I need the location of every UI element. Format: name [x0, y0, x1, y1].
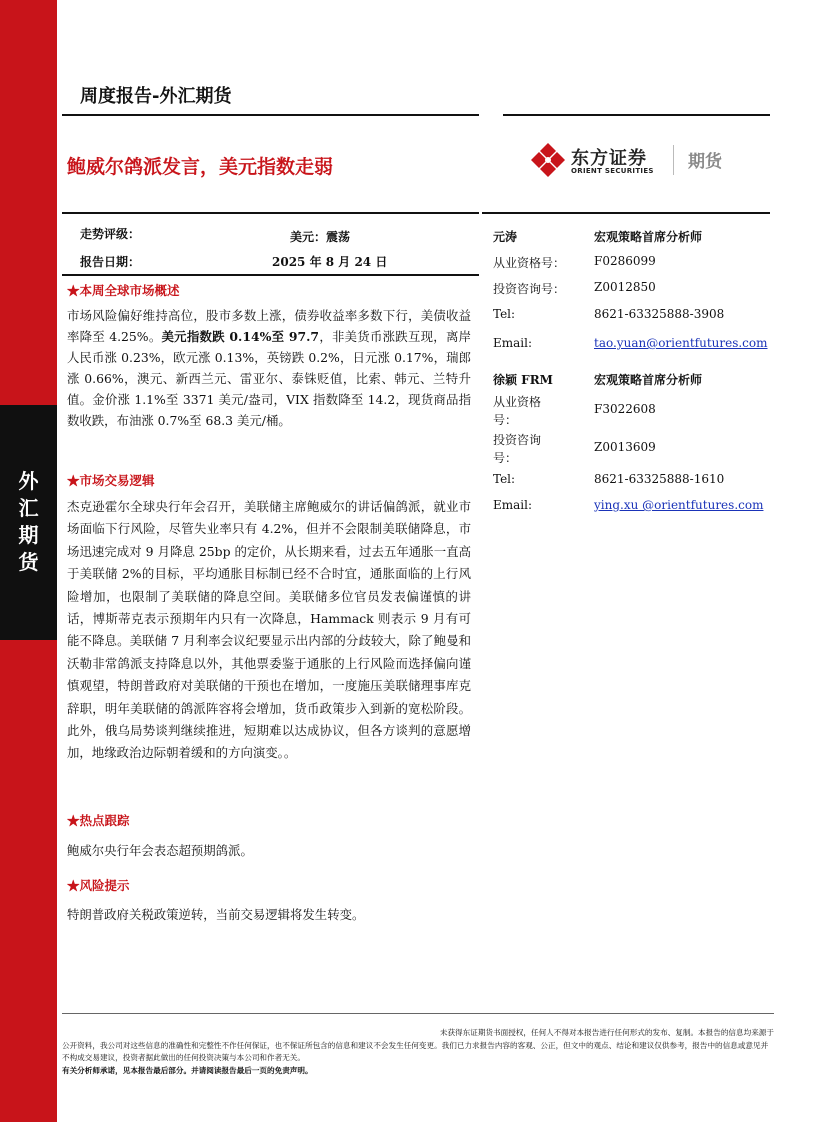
analyst-2-tel-label: Tel:	[493, 472, 516, 486]
section-heading-logic: ★市场交易逻辑	[67, 473, 155, 488]
analyst-1-title: 宏观策略首席分析师	[594, 230, 703, 244]
sidebar-category-label: 外 汇 期 货	[18, 469, 39, 574]
logo-divider	[673, 145, 674, 175]
analyst-2-email-link[interactable]: ying.xu @orientfutures.com	[594, 498, 764, 512]
section-heading-overview: ★本周全球市场概述	[67, 283, 180, 298]
logo-futures: 期货	[688, 152, 722, 172]
analyst-2-consult: Z0013609	[594, 440, 656, 454]
analyst-2-consult-label: 投资咨询	[493, 433, 542, 447]
analyst-2-license-label-cont: 号：	[493, 413, 518, 427]
disclaimer	[62, 1027, 774, 1077]
risk-paragraph: 特朗普政府关税政策逆转，当前交易逻辑将发生转变。	[67, 907, 365, 922]
analyst-1-license-label: 从业资格号：	[493, 256, 566, 270]
analyst-2-email-label: Email:	[493, 498, 533, 512]
analyst-1-email-link[interactable]: tao.yuan@orientfutures.com	[594, 336, 768, 350]
analyst-1-consult: Z0012850	[594, 280, 656, 294]
overview-text-2: ，非美货币涨跌互现，离岸人民币涨 0.23%，欧元涨 0.13%，英镑跌 0.2%，日元涨 0.17%，瑞郎涨 0.66%，澳元、新西兰元、雷亚尔、泰铢贬值，比索、韩元、兰特升值。金价涨 1.1%至 3371 美元/盎司，VIX 指数降至 14.2，现货商品指数收跌，布油涨 0.7%至 68.3 美元/桶。	[67, 329, 471, 429]
analyst-2-license: F3022608	[594, 402, 656, 416]
company-logo	[528, 140, 768, 180]
title-rule-left	[62, 212, 479, 214]
logo-mark-icon	[530, 142, 566, 178]
analyst-1-name: 元涛	[493, 230, 518, 244]
analyst-2-tel: 8621-63325888-1610	[594, 472, 725, 486]
title-rule-right	[482, 212, 770, 214]
report-type: 周度报告-外汇期货	[80, 86, 232, 107]
meta-rule	[62, 274, 479, 276]
rating-label: 走势评级：	[80, 227, 141, 241]
section-heading-risk: ★风险提示	[67, 878, 130, 893]
disclaimer-line-2: 公开资料，我公司对这些信息的准确性和完整性不作任何保证，也不保证所包含的信息和建议不会发生任何变更。我们已力求报告内容的客观、公正，但文中的观点、结论和建议仅供参考，报告中的信息或意见并不构成交易建议，投资者据此做出的任何投资决策与本公司和作者无关。	[62, 1040, 769, 1062]
header-rule-left	[62, 114, 479, 116]
analyst-1-license: F0286099	[594, 254, 656, 268]
logo-name-cn: 东方证券	[571, 148, 647, 169]
date-value: 2025 年 8 月 24 日	[272, 255, 388, 269]
analyst-1-tel-label: Tel:	[493, 307, 516, 321]
logic-paragraph: 杰克逊霍尔全球央行年会召开，美联储主席鲍威尔的讲话偏鸽派，就业市场面临下行风险，尽管失业率只有 4.2%，但并不会限制美联储降息，市场迅速完成对 9 月降息 25bp 的定价，从长期来看，过去五年通胀一直高于美联储 2%的目标，平均通胀目标制已经不合时宜，通胀面临的上行风险增加，也限制了美联储的降息空间。美联储多位官员发表偏谨慎的讲话，博斯蒂克表示预期年内只有一次降息，Hammack 则表示 9 月有可能不降息。美联储 7 月利率会议纪要显示出内部的分歧较大，除了鲍曼和沃勒非常鸽派支持降息以外，其他票委鉴于通胀的上行风险而选择偏向谨慎观望，特朗普政府对美联储的干预也在增加，一度施压美联储理事库克辞职，明年美联储的鸽派阵容将会增加，货币政策步入到新的宽松阶段。此外，俄乌局势谈判继续推进，短期难以达成协议，但各方谈判的意愿增加，地缘政治边际朝着缓和的方向演变。。	[67, 499, 471, 761]
report-title: 鲍威尔鸽派发言，美元指数走弱	[67, 156, 334, 178]
footer-rule	[62, 1013, 774, 1014]
analyst-2-title: 宏观策略首席分析师	[594, 373, 703, 387]
disclaimer-line-1: 未获得东证期货书面授权，任何人不得对本报告进行任何形式的发布、复制。本报告的信息均来源于	[439, 1028, 774, 1037]
header-rule-right	[503, 114, 770, 116]
analyst-1-tel: 8621-63325888-3908	[594, 307, 725, 321]
hot-paragraph: 鲍威尔央行年会表态超预期鸽派。	[67, 843, 253, 858]
overview-text-1: 市场风险偏好维持高位，股市多数上涨，债券收益率多数下行，美债收益率降至 4.25%。	[67, 308, 471, 345]
logo-name-en: ORIENT SECURITIES	[571, 167, 654, 175]
analyst-2-name: 徐颖 FRM	[493, 373, 553, 387]
analyst-2-consult-label-cont: 号：	[493, 451, 518, 465]
analyst-1-consult-label: 投资咨询号：	[493, 282, 566, 296]
section-heading-hot: ★热点跟踪	[67, 813, 130, 828]
rating-value: 美元：震荡	[290, 230, 351, 244]
disclaimer-line-3: 有关分析师承诺，见本报告最后部分。并请阅读报告最后一页的免责声明。	[62, 1065, 313, 1075]
date-label: 报告日期：	[80, 255, 141, 269]
analyst-2-license-label: 从业资格	[493, 395, 542, 409]
overview-paragraph	[67, 305, 471, 432]
usd-index-highlight: 美元指数跌 0.14%至 97.7	[161, 329, 320, 345]
analyst-1-email-label: Email:	[493, 336, 533, 350]
